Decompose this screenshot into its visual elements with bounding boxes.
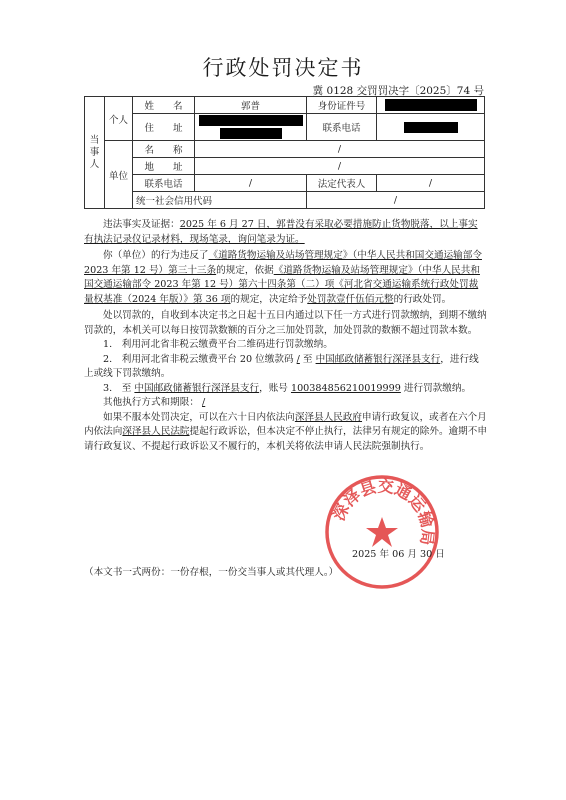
- other-method-line: [84, 396, 487, 411]
- document-title: 行政处罚决定书: [202, 56, 364, 80]
- seal-star-icon: [366, 517, 398, 547]
- id-value: [377, 97, 485, 114]
- violation-text-4: 的行政处罚。: [393, 293, 452, 305]
- credit-code-label: 统一社会信用代码: [133, 192, 307, 209]
- method-3-text-a: 3. 至: [103, 382, 132, 394]
- appeal-text-c: 提起行政诉讼，但本决定不停止执行，法律另有规定的除外。逾期不申请行政复议、不提起行政诉讼又不履行的，本机关将依法申请人民法院强制执行。: [84, 426, 487, 452]
- violation-text-3: 的规定，决定给予: [230, 293, 308, 305]
- party-info-table: [84, 96, 485, 209]
- method-3-text-b: ，账号: [259, 382, 288, 394]
- id-redaction: [385, 99, 477, 111]
- appeal-government: 深泽县人民政府: [294, 411, 363, 423]
- unit-phone-value: /: [195, 175, 307, 192]
- phone-redaction: [404, 122, 458, 133]
- method-2-text-a: 2. 利用河北省非税云缴费平台 20 位缴款码: [103, 353, 294, 365]
- unit-address-value: /: [195, 158, 485, 175]
- appeal-paragraph: [84, 411, 487, 455]
- payment-intro-paragraph: 处以罚款的，自收到本决定书之日起十五日内通过以下任一方式进行罚款缴纳，到期不缴纳罚款的，本机关可以每日按罚款数额的百分之三加处罚款，加处罚款的数额不超过罚款本数。: [84, 310, 487, 336]
- payment-code-value: /: [296, 353, 300, 365]
- issue-date: 2025 年 06 月 30 日: [352, 549, 445, 560]
- unit-phone-label: 联系电话: [133, 175, 195, 192]
- document-number: 冀 0128 交罚罚决字〔2025〕74 号: [312, 85, 484, 97]
- payment-method-1: 1. 利用河北省非税云缴费平台二维码进行罚款缴纳。: [103, 339, 333, 350]
- phone-value: [377, 114, 485, 141]
- penalty-amount: 处罚款壹仟伍佰元整: [307, 293, 394, 305]
- address-redaction-1: [199, 115, 303, 126]
- address-label: 住 址: [133, 114, 195, 141]
- legal-rep-label: 法定代表人: [307, 175, 377, 192]
- name-value: 郭普: [195, 97, 307, 114]
- bank-account-number: 100384856210019999: [290, 382, 401, 394]
- decision-body: [84, 218, 487, 454]
- unit-name-value: /: [195, 141, 485, 158]
- violated-regulation: 《道路货物运输及站场管理规定》（中华人民共和国交通运输部令 2023 年第 12 号）第三十三条: [84, 250, 482, 276]
- address-value: [195, 114, 307, 141]
- payment-method-2: [84, 353, 487, 382]
- phone-label: 联系电话: [307, 114, 377, 141]
- facts-label: 违法事实及证据：: [103, 219, 180, 230]
- individual-label: 个人: [105, 97, 133, 141]
- unit-label: 单位: [105, 141, 133, 209]
- method-2-bank: 中国邮政储蓄银行深泽县支行: [315, 353, 441, 365]
- legal-rep-value: /: [377, 175, 485, 192]
- unit-address-label: 地 址: [133, 158, 195, 175]
- appeal-text-b: 申请行政复议，或者在六个月内依法向: [84, 411, 487, 437]
- payment-method-3: [84, 382, 487, 397]
- violation-paragraph: [84, 249, 487, 307]
- facts-text: 2025 年 6 月 27 日，郭普没有采取必要措施防止货物脱落，以上事实有执法记录仪记录材料，现场笔录，询问笔录为证。: [84, 219, 478, 245]
- appeal-court: 深泽县人民法院: [122, 426, 190, 437]
- method-2-text-c: ，进行线上或线下罚款缴纳。: [84, 353, 479, 379]
- id-label: 身份证件号: [307, 97, 377, 114]
- footer-note: （本文书一式两份：一份存根，一份交当事人或其代理人。）: [84, 567, 339, 578]
- method-3-bank: 中国邮政储蓄银行深泽县支行: [134, 382, 260, 394]
- credit-code-value: /: [307, 192, 485, 209]
- facts-paragraph: [84, 218, 487, 247]
- method-3-text-c: 进行罚款缴纳。: [403, 382, 472, 394]
- method-2-text-b: 至: [302, 353, 313, 365]
- violation-text-1: 你（单位）的行为违反了: [103, 250, 209, 261]
- other-method-value: /: [202, 397, 206, 408]
- address-redaction-2: [220, 128, 282, 139]
- party-label: 当事人: [85, 97, 105, 209]
- name-label: 姓 名: [133, 97, 195, 114]
- unit-name-label: 名 称: [133, 141, 195, 158]
- seal-text: 深泽县交通运输局: [329, 476, 438, 547]
- violation-text-2: 的规定，依据: [216, 264, 274, 276]
- official-seal: [322, 472, 442, 592]
- other-method-label: 其他执行方式和期限：: [103, 397, 199, 408]
- penalty-basis-regulation: 《道路货物运输及站场管理规定》（中华人民共和国交通运输部令 2023 年第 12 号）第六十四条第（二）项《河北省交通运输系统行政处罚裁量权基准（2024 年版）》第 36 项: [84, 264, 480, 305]
- appeal-text-a: 如果不服本处罚决定，可以在六十日内依法向: [103, 411, 295, 423]
